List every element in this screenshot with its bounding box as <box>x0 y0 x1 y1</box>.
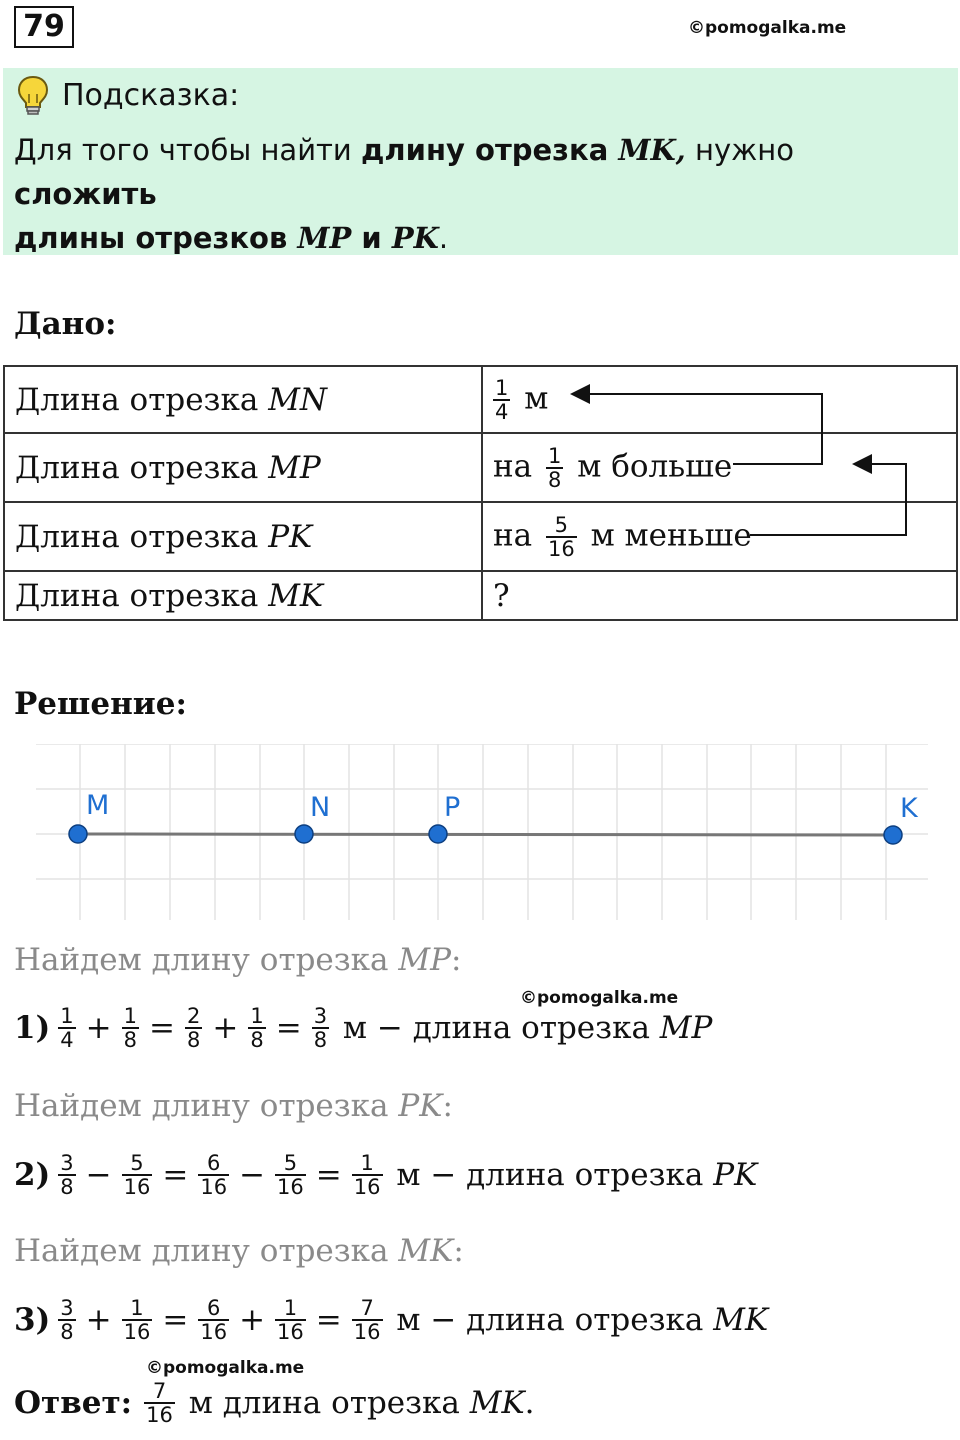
answer: Ответ: $\frac{7}{16}$ м длина отрезка MK . <box>14 1379 535 1427</box>
relation-arrows <box>560 380 920 550</box>
segment-diagram <box>36 744 928 920</box>
hint-text: Для того чтобы найти длину отрезка MK, нужно сложить длины отрезков MP и PK. <box>14 133 794 255</box>
segment-mk <box>78 834 893 835</box>
watermark: ©pomogalka.me <box>520 988 679 1008</box>
label-k: K <box>900 793 918 824</box>
given-value-mn: $\frac{1}{4}$ м <box>482 366 957 433</box>
point-p <box>429 825 447 843</box>
arrow-mp-to-mn <box>574 394 822 464</box>
find-mk-heading: Найдем длину отрезка MK: <box>14 1233 464 1269</box>
arrow-pk-to-mp <box>750 464 906 535</box>
given-title: Дано: <box>14 306 117 342</box>
point-m <box>69 825 87 843</box>
find-mp-heading: Найдем длину отрезка MP: <box>14 942 462 978</box>
step-3: 3) $\frac{3}{8}$ + $\frac{1}{16}$ = $\frac{6}{16}$ + $\frac{1}{16}$ = $\frac{7}{16}$ м − длина отрезка MK <box>14 1296 769 1344</box>
given-value-mk: ? <box>482 571 957 620</box>
given-value-mp: на $\frac{1}{8}$ м больше <box>482 433 957 502</box>
watermark: ©pomogalka.me <box>688 18 847 38</box>
given-label-mk: Длина отрезка MK <box>4 571 482 620</box>
label-m: M <box>86 790 110 821</box>
solution-title: Решение: <box>14 686 187 722</box>
task-number: 79 <box>14 6 74 48</box>
table-row <box>4 571 957 620</box>
label-p: P <box>444 792 461 823</box>
given-label-mp: Длина отрезка MP <box>4 433 482 502</box>
lightbulb-icon <box>16 74 50 120</box>
given-label-pk: Длина отрезка PK <box>4 502 482 571</box>
hint-title: Подсказка: <box>62 78 240 113</box>
watermark: ©pomogalka.me <box>146 1358 305 1378</box>
given-label-mn: Длина отрезка MN <box>4 366 482 433</box>
step-2: 2) $\frac{3}{8}$ − $\frac{5}{16}$ = $\frac{6}{16}$ − $\frac{5}{16}$ = $\frac{1}{16}$ м − длина отрезка PK <box>14 1151 758 1199</box>
given-value-pk: на $\frac{5}{16}$ м меньше <box>482 502 957 571</box>
point-k <box>884 826 902 844</box>
step-1: 1) $\frac{1}{4}$ + $\frac{1}{8}$ = $\frac{2}{8}$ + $\frac{1}{8}$ = $\frac{3}{8}$ м − длина отрезка MP <box>14 1004 713 1052</box>
label-n: N <box>310 792 331 823</box>
find-pk-heading: Найдем длину отрезка PK: <box>14 1088 453 1124</box>
point-n <box>295 825 313 843</box>
